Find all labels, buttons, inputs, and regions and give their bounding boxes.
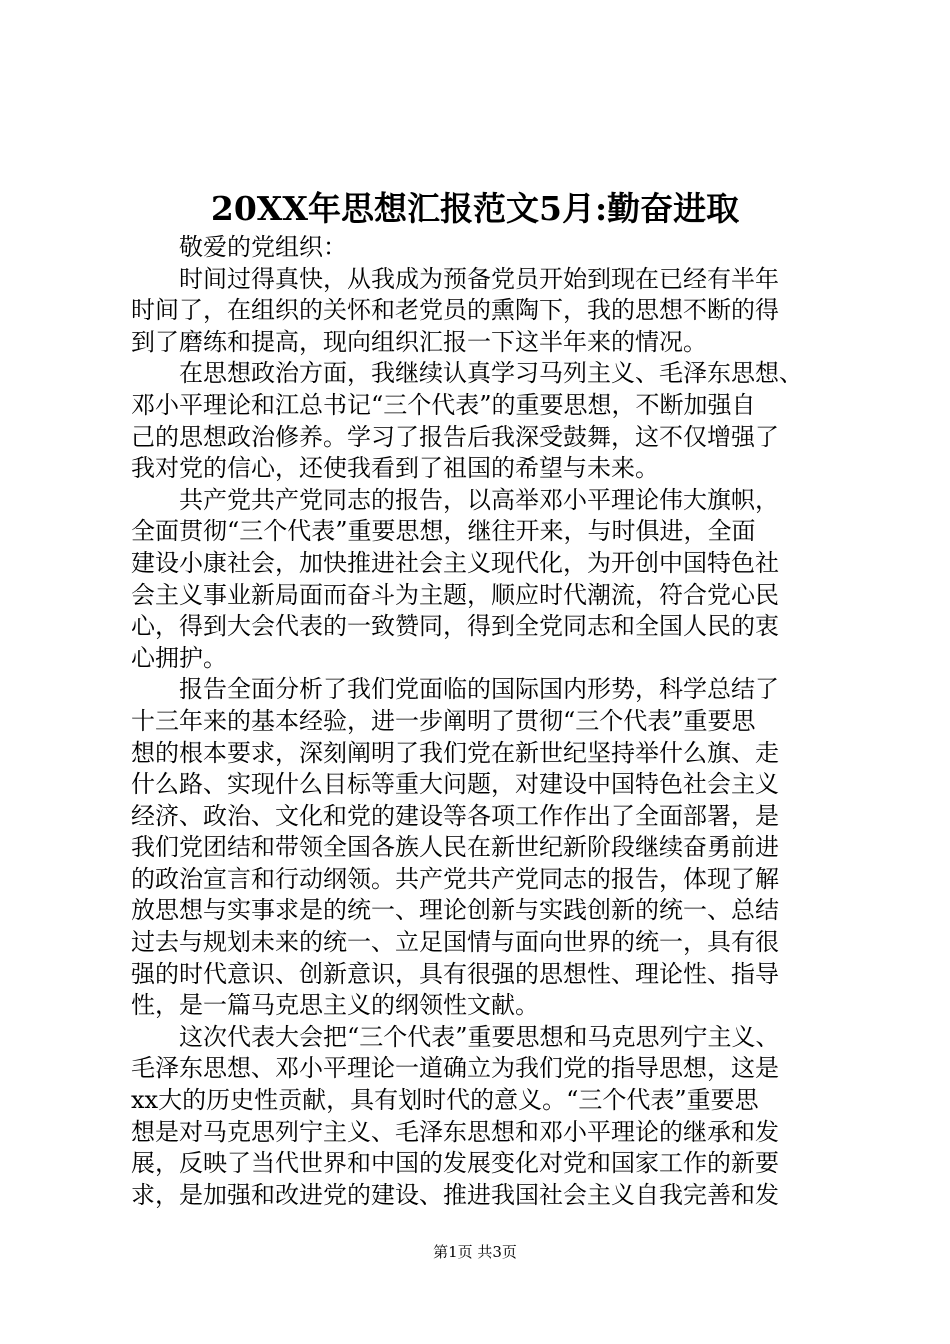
body-line: 报告全面分析了我们党面临的国际国内形势，科学总结了 [179, 675, 779, 704]
body-line: 在思想政治方面，我继续认真学习马列主义、毛泽东思想、 [179, 359, 803, 388]
body-line: 我们党团结和带领全国各族人民在新世纪新阶段继续奋勇前进 [131, 833, 779, 862]
body-line: 毛泽东思想、邓小平理论一道确立为我们党的指导思想，这是 [131, 1054, 779, 1083]
body-line: 时间了，在组织的关怀和老党员的熏陶下，我的思想不断的得 [131, 296, 779, 325]
salutation-line: 敬爱的党组织： [179, 233, 347, 261]
body-line: 己的思想政治修养。学习了报告后我深受鼓舞，这不仅增强了 [131, 422, 779, 451]
body-line: 展，反映了当代世界和中国的发展变化对党和国家工作的新要 [131, 1149, 779, 1178]
body-line: 会主义事业新局面而奋斗为主题，顺应时代潮流，符合党心民 [131, 580, 779, 609]
body-line: 共产党共产党同志的报告，以高举邓小平理论伟大旗帜， [179, 485, 779, 514]
body-line: 邓小平理论和江总书记“三个代表”的重要思想，不断加强自 [131, 390, 756, 419]
body-line: 放思想与实事求是的统一、理论创新与实践创新的统一、总结 [131, 896, 779, 925]
body-line: 这次代表大会把“三个代表”重要思想和马克思列宁主义、 [179, 1022, 780, 1051]
body-line: 什么路、实现什么目标等重大问题，对建设中国特色社会主义 [131, 770, 779, 799]
body-line: 强的时代意识、创新意识，具有很强的思想性、理论性、指导 [131, 959, 779, 988]
document-title: 20XX年思想汇报范文5月:勤奋进取 [210, 189, 740, 228]
body-line: 经济、政治、文化和党的建设等各项工作作出了全面部署，是 [131, 801, 779, 830]
body-line: 的政治宣言和行动纲领。共产党共产党同志的报告，体现了解 [131, 864, 779, 893]
document-body [131, 232, 831, 1211]
body-line: 时间过得真快，从我成为预备党员开始到现在已经有半年 [179, 264, 779, 293]
body-line: 全面贯彻“三个代表”重要思想，继往开来，与时俱进，全面 [131, 517, 756, 546]
body-line: 我对党的信心，还使我看到了祖国的希望与未来。 [131, 454, 659, 483]
body-line: 到了磨练和提高，现向组织汇报一下这半年来的情况。 [131, 327, 707, 356]
body-line: xx大的历史性贡献，具有划时代的意义。“三个代表”重要思 [131, 1086, 759, 1115]
page-footer [0, 1240, 950, 1264]
body-line: 过去与规划未来的统一、立足国情与面向世界的统一，具有很 [131, 928, 779, 957]
body-line: 十三年来的基本经验，进一步阐明了贯彻“三个代表”重要思 [131, 706, 756, 735]
page-indicator: 第1页 共3页 [433, 1243, 517, 1261]
body-line: 心，得到大会代表的一致赞同，得到全党同志和全国人民的衷 [131, 612, 779, 641]
body-line: 心拥护。 [131, 643, 227, 672]
body-line: 性，是一篇马克思主义的纲领性文献。 [131, 991, 539, 1020]
body-line: 想是对马克思列宁主义、毛泽东思想和邓小平理论的继承和发 [131, 1117, 779, 1146]
body-line: 想的根本要求，深刻阐明了我们党在新世纪坚持举什么旗、走 [131, 738, 779, 767]
body-line: 建设小康社会，加快推进社会主义现代化，为开创中国特色社 [131, 548, 779, 577]
body-line: 求，是加强和改进党的建设、推进我国社会主义自我完善和发 [131, 1180, 779, 1209]
